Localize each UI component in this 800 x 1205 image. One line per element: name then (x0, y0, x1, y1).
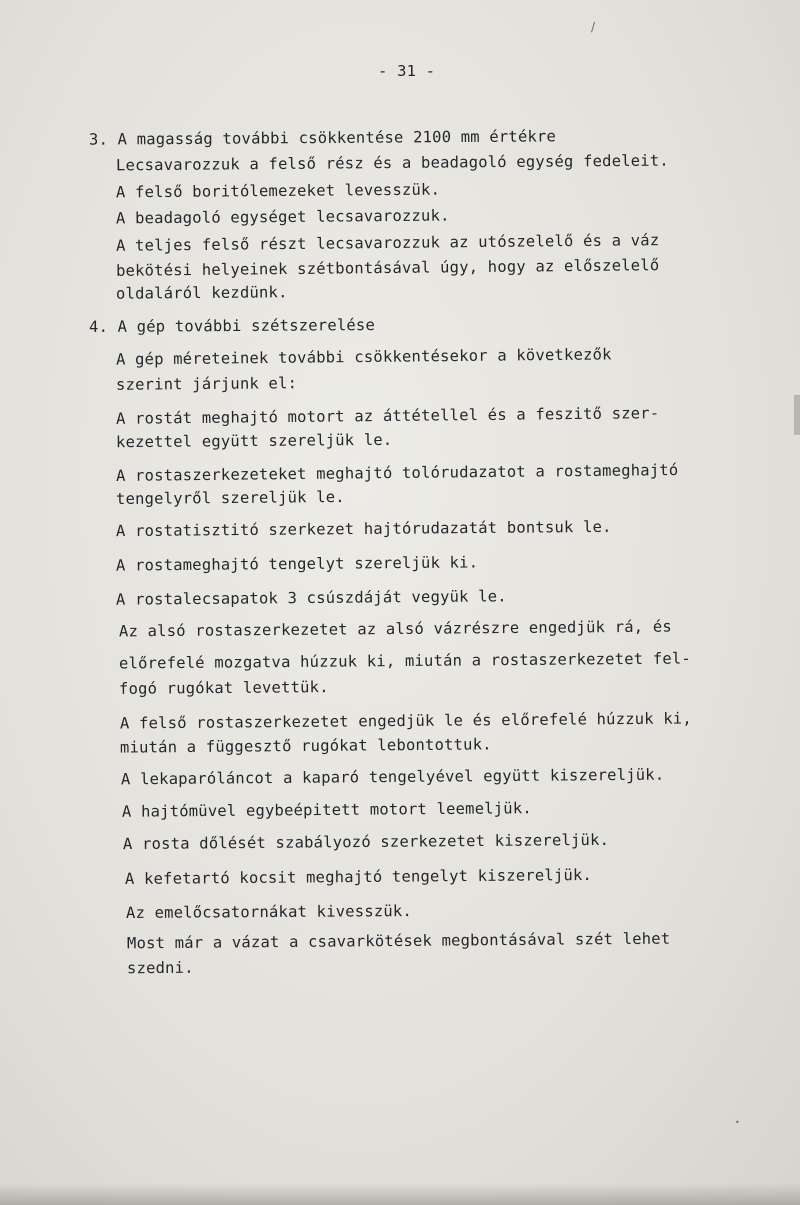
dot-mark: • (735, 1118, 740, 1127)
section-3-line-6: oldaláról kezdünk. (115, 283, 288, 303)
section-4-line-12: fogó rugókat levettük. (118, 678, 329, 698)
section-3-line-5: bekötési helyeinek szétbontásával úgy, hogy az előszelelő (115, 256, 660, 280)
section-4-line-15: A lekaparóláncot a kaparó tengelyével együtt kiszereljük. (120, 765, 665, 789)
page-edge-mark (794, 395, 800, 435)
section-4-line-17: A rosta dőlését szabályozó szerkezetet kiszereljük. (122, 830, 610, 854)
pen-mark: / (591, 20, 596, 34)
section-4-line-9: A rostalecsapatok 3 csúszdáját vegyük le. (115, 587, 507, 609)
section-4-line-5: A rostaszerkezeteket meghajtó tolórudazatot a rostameghajtó (115, 461, 679, 485)
section-4-line-19: Az emelőcsatornákat kivesszük. (125, 902, 413, 922)
section-3-heading: 3. A magasság további csökkentése 2100 mm értékre (88, 127, 557, 149)
section-4-line-2: szerint járjunk el: (115, 374, 298, 394)
section-4-line-11: előrefelé mozgatva húzzuk ki, miután a rostaszerkezetet fel- (118, 649, 691, 673)
section-4-heading: 4. A gép további szétszerelése (88, 316, 376, 336)
section-4-line-8: A rostameghajtó tengelyt szereljük ki. (115, 553, 479, 575)
section-3-line-2: A felső boritólemezeket levesszük. (115, 180, 441, 202)
section-3-line-1: Lecsavarozzuk a felső rész és a beadagoló egység fedeleit. (115, 151, 669, 175)
section-4-line-21: szedni. (126, 958, 194, 978)
section-4-line-13: A felső rostaszerkezetet engedjük le és előrefelé húzzuk ki, (119, 709, 692, 733)
page-bottom-shadow (0, 1183, 800, 1205)
section-3-line-4: A teljes felső részt lecsavarozzuk az utószelelő és a váz (115, 231, 660, 255)
section-4-line-6: tengelyről szereljük le. (115, 488, 345, 508)
section-4-line-3: A rostát meghajtó motort az áttétellel és a feszitő szer- (115, 404, 660, 428)
page-number: - 31 - (378, 62, 436, 80)
section-4-line-1: A gép méreteinek további csökkentésekor a következők (115, 345, 612, 369)
section-4-line-16: A hajtómüvel egybeépitett motort leemeljük. (121, 799, 532, 821)
section-4-line-7: A rostatisztitó szerkezet hajtórudazatát bontsuk le. (115, 517, 612, 541)
section-4-line-4: kezettel együtt szereljük le. (115, 430, 393, 452)
section-4-line-20: Most már a vázat a csavarkötések megbontásával szét lehet (126, 929, 671, 953)
section-4-line-10: Az alsó rostaszerkezetet az alsó vázrészre engedjük rá, és (118, 617, 672, 641)
section-4-line-14: miután a függesztő rugókat lebontottuk. (119, 735, 492, 757)
section-3-line-3: A beadagoló egységet lecsavarozzuk. (115, 206, 450, 228)
section-4-line-18: A kefetartó kocsit meghajtó tengelyt kiszereljük. (124, 865, 593, 889)
